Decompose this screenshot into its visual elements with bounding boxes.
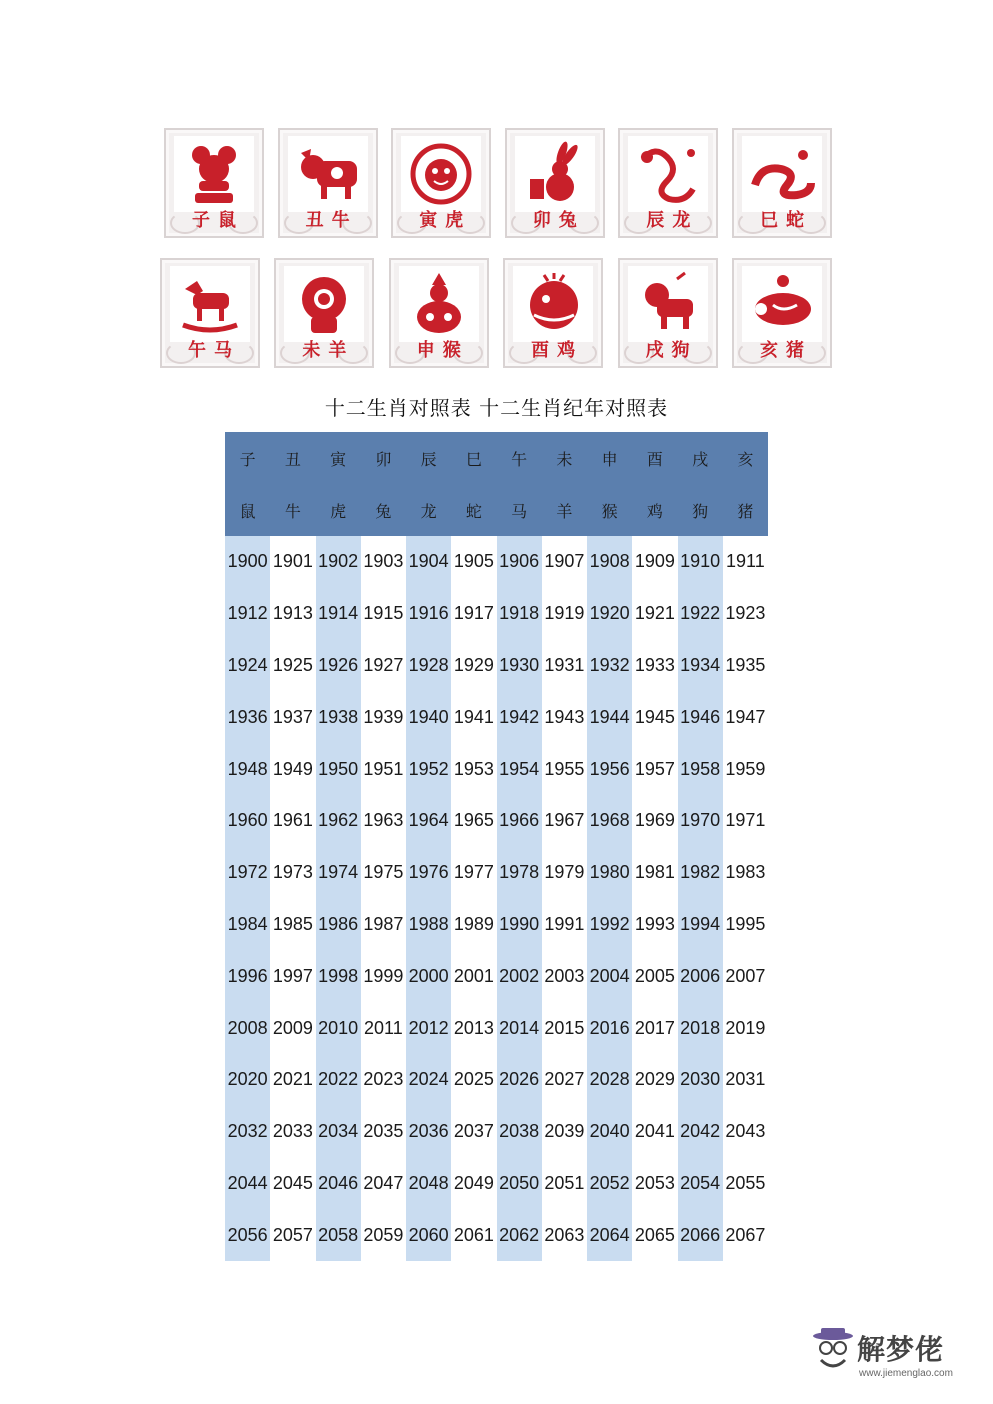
year-cell: 2034 bbox=[316, 1106, 361, 1158]
table-row bbox=[225, 847, 768, 899]
year-cell: 2019 bbox=[723, 1002, 768, 1054]
watermark-text: 解梦佬 bbox=[857, 1333, 945, 1366]
year-cell: 1993 bbox=[632, 899, 677, 951]
year-cell: 2007 bbox=[723, 950, 768, 1002]
year-cell: 1946 bbox=[678, 691, 723, 743]
year-cell: 1968 bbox=[587, 795, 632, 847]
table-header-cell: 蛇 bbox=[451, 484, 496, 536]
year-cell: 1994 bbox=[678, 899, 723, 951]
year-cell: 1989 bbox=[451, 899, 496, 951]
zodiac-card-snake bbox=[732, 128, 832, 238]
year-cell: 2062 bbox=[497, 1209, 542, 1261]
year-cell: 2025 bbox=[451, 1054, 496, 1106]
year-cell: 1980 bbox=[587, 847, 632, 899]
year-cell: 2052 bbox=[587, 1158, 632, 1210]
year-cell: 2016 bbox=[587, 1002, 632, 1054]
pig-icon bbox=[747, 269, 817, 339]
year-cell: 2056 bbox=[225, 1209, 270, 1261]
year-cell: 1992 bbox=[587, 899, 632, 951]
year-cell: 2026 bbox=[497, 1054, 542, 1106]
year-cell: 1966 bbox=[497, 795, 542, 847]
year-cell: 1917 bbox=[451, 588, 496, 640]
table-header-cell: 丑 bbox=[270, 432, 315, 484]
zodiac-card-goat bbox=[274, 258, 374, 368]
year-cell: 1947 bbox=[723, 691, 768, 743]
zodiac-label: 寅虎 bbox=[419, 210, 472, 231]
year-cell: 1958 bbox=[678, 743, 723, 795]
year-cell: 1919 bbox=[542, 588, 587, 640]
year-cell: 1982 bbox=[678, 847, 723, 899]
table-header-cell: 亥 bbox=[723, 432, 768, 484]
year-cell: 2014 bbox=[497, 1002, 542, 1054]
year-cell: 2054 bbox=[678, 1158, 723, 1210]
zodiac-label: 丑牛 bbox=[305, 210, 358, 231]
year-cell: 2013 bbox=[451, 1002, 496, 1054]
table-header-cell: 寅 bbox=[316, 432, 361, 484]
table-row bbox=[225, 795, 768, 847]
year-cell: 1943 bbox=[542, 691, 587, 743]
year-cell: 1976 bbox=[406, 847, 451, 899]
year-cell: 1942 bbox=[497, 691, 542, 743]
year-cell: 1913 bbox=[270, 588, 315, 640]
year-cell: 2040 bbox=[587, 1106, 632, 1158]
year-cell: 1903 bbox=[361, 536, 406, 588]
zodiac-card-tiger bbox=[391, 128, 491, 238]
year-cell: 2028 bbox=[587, 1054, 632, 1106]
horse-icon bbox=[175, 269, 245, 339]
zodiac-row bbox=[160, 258, 832, 368]
table-row bbox=[225, 1158, 768, 1210]
year-cell: 1910 bbox=[678, 536, 723, 588]
table-header-cell: 牛 bbox=[270, 484, 315, 536]
year-cell: 1990 bbox=[497, 899, 542, 951]
table-header-cell: 虎 bbox=[316, 484, 361, 536]
year-cell: 1909 bbox=[632, 536, 677, 588]
year-cell: 2053 bbox=[632, 1158, 677, 1210]
zodiac-card-pig bbox=[732, 258, 832, 368]
year-cell: 2041 bbox=[632, 1106, 677, 1158]
zodiac-label: 酉鸡 bbox=[531, 340, 584, 361]
table-header-cell: 猪 bbox=[723, 484, 768, 536]
year-cell: 2067 bbox=[723, 1209, 768, 1261]
dog-icon bbox=[633, 269, 703, 339]
year-cell: 2001 bbox=[451, 950, 496, 1002]
year-cell: 2020 bbox=[225, 1054, 270, 1106]
year-cell: 2051 bbox=[542, 1158, 587, 1210]
table-header-cell: 羊 bbox=[542, 484, 587, 536]
watermark-url: www.jiemenglao.com bbox=[859, 1368, 953, 1379]
year-cell: 1921 bbox=[632, 588, 677, 640]
year-cell: 2017 bbox=[632, 1002, 677, 1054]
year-cell: 1916 bbox=[406, 588, 451, 640]
year-cell: 1929 bbox=[451, 640, 496, 692]
year-cell: 1940 bbox=[406, 691, 451, 743]
table-row bbox=[225, 1054, 768, 1106]
year-cell: 1975 bbox=[361, 847, 406, 899]
table-row bbox=[225, 691, 768, 743]
table-header-row bbox=[225, 484, 768, 536]
year-cell: 2065 bbox=[632, 1209, 677, 1261]
year-cell: 2027 bbox=[542, 1054, 587, 1106]
year-cell: 1900 bbox=[225, 536, 270, 588]
zodiac-card-rooster bbox=[503, 258, 603, 368]
year-cell: 2029 bbox=[632, 1054, 677, 1106]
table-header-cell: 鸡 bbox=[632, 484, 677, 536]
year-cell: 1956 bbox=[587, 743, 632, 795]
year-cell: 2024 bbox=[406, 1054, 451, 1106]
year-cell: 1986 bbox=[316, 899, 361, 951]
zodiac-card-rabbit bbox=[505, 128, 605, 238]
year-cell: 1923 bbox=[723, 588, 768, 640]
year-cell: 2032 bbox=[225, 1106, 270, 1158]
table-header-cell: 申 bbox=[587, 432, 632, 484]
year-cell: 1932 bbox=[587, 640, 632, 692]
zodiac-label: 未羊 bbox=[302, 340, 355, 361]
year-cell: 2006 bbox=[678, 950, 723, 1002]
year-cell: 1907 bbox=[542, 536, 587, 588]
page-title: 十二生肖对照表 十二生肖纪年对照表 bbox=[324, 396, 669, 420]
zodiac-label: 午马 bbox=[188, 340, 240, 361]
year-cell: 2059 bbox=[361, 1209, 406, 1261]
year-cell: 1977 bbox=[451, 847, 496, 899]
table-row bbox=[225, 1002, 768, 1054]
year-cell: 2005 bbox=[632, 950, 677, 1002]
year-cell: 2064 bbox=[587, 1209, 632, 1261]
year-cell: 2043 bbox=[723, 1106, 768, 1158]
year-cell: 2039 bbox=[542, 1106, 587, 1158]
table-row bbox=[225, 743, 768, 795]
year-cell: 1937 bbox=[270, 691, 315, 743]
zodiac-label: 子鼠 bbox=[192, 210, 244, 231]
zodiac-card-monkey bbox=[389, 258, 489, 368]
year-cell: 2011 bbox=[361, 1002, 406, 1054]
year-cell: 2018 bbox=[678, 1002, 723, 1054]
year-cell: 2000 bbox=[406, 950, 451, 1002]
zodiac-card-horse bbox=[160, 258, 260, 368]
zodiac-grid bbox=[160, 128, 840, 388]
year-cell: 1971 bbox=[723, 795, 768, 847]
year-cell: 1902 bbox=[316, 536, 361, 588]
year-cell: 2057 bbox=[270, 1209, 315, 1261]
tiger-icon bbox=[406, 139, 476, 209]
zodiac-label: 巳蛇 bbox=[759, 210, 812, 231]
table-row bbox=[225, 1106, 768, 1158]
year-cell: 2063 bbox=[542, 1209, 587, 1261]
table-header-cell: 鼠 bbox=[225, 484, 270, 536]
year-cell: 1961 bbox=[270, 795, 315, 847]
year-cell: 2002 bbox=[497, 950, 542, 1002]
year-cell: 1930 bbox=[497, 640, 542, 692]
rooster-icon bbox=[518, 269, 588, 339]
year-cell: 1933 bbox=[632, 640, 677, 692]
year-cell: 1998 bbox=[316, 950, 361, 1002]
year-cell: 2045 bbox=[270, 1158, 315, 1210]
table-row bbox=[225, 950, 768, 1002]
year-cell: 1969 bbox=[632, 795, 677, 847]
zodiac-card-rat bbox=[164, 128, 264, 238]
year-cell: 2055 bbox=[723, 1158, 768, 1210]
year-cell: 1920 bbox=[587, 588, 632, 640]
year-cell: 1997 bbox=[270, 950, 315, 1002]
year-cell: 1914 bbox=[316, 588, 361, 640]
year-cell: 1928 bbox=[406, 640, 451, 692]
table-header-cell: 午 bbox=[497, 432, 542, 484]
year-cell: 1965 bbox=[451, 795, 496, 847]
year-cell: 2060 bbox=[406, 1209, 451, 1261]
year-cell: 1964 bbox=[406, 795, 451, 847]
year-cell: 2009 bbox=[270, 1002, 315, 1054]
year-cell: 2015 bbox=[542, 1002, 587, 1054]
table-header-cell: 酉 bbox=[632, 432, 677, 484]
year-cell: 1926 bbox=[316, 640, 361, 692]
year-cell: 1963 bbox=[361, 795, 406, 847]
year-cell: 2061 bbox=[451, 1209, 496, 1261]
year-cell: 2038 bbox=[497, 1106, 542, 1158]
year-cell: 1922 bbox=[678, 588, 723, 640]
monkey-icon bbox=[404, 269, 474, 339]
table-header-cell: 未 bbox=[542, 432, 587, 484]
zodiac-card-ox bbox=[278, 128, 378, 238]
year-cell: 1935 bbox=[723, 640, 768, 692]
year-cell: 1939 bbox=[361, 691, 406, 743]
table-header-cell: 狗 bbox=[678, 484, 723, 536]
zodiac-label: 戌狗 bbox=[645, 340, 698, 361]
zodiac-label: 申猴 bbox=[416, 340, 469, 361]
year-cell: 2031 bbox=[723, 1054, 768, 1106]
table-row bbox=[225, 588, 768, 640]
table-header-cell: 猴 bbox=[587, 484, 632, 536]
year-cell: 1995 bbox=[723, 899, 768, 951]
goat-icon bbox=[289, 269, 359, 339]
year-cell: 1973 bbox=[270, 847, 315, 899]
table-row bbox=[225, 899, 768, 951]
year-cell: 2048 bbox=[406, 1158, 451, 1210]
year-cell: 1924 bbox=[225, 640, 270, 692]
zodiac-label: 辰龙 bbox=[646, 210, 699, 231]
table-row bbox=[225, 536, 768, 588]
zodiac-card-dragon bbox=[618, 128, 718, 238]
table-row bbox=[225, 1209, 768, 1261]
year-cell: 1915 bbox=[361, 588, 406, 640]
year-cell: 1967 bbox=[542, 795, 587, 847]
ox-icon bbox=[293, 139, 363, 209]
table-header-cell: 马 bbox=[497, 484, 542, 536]
snake-icon bbox=[747, 139, 817, 209]
year-cell: 1938 bbox=[316, 691, 361, 743]
year-cell: 2008 bbox=[225, 1002, 270, 1054]
year-cell: 2047 bbox=[361, 1158, 406, 1210]
year-cell: 1908 bbox=[587, 536, 632, 588]
year-cell: 2050 bbox=[497, 1158, 542, 1210]
year-cell: 2033 bbox=[270, 1106, 315, 1158]
year-cell: 1904 bbox=[406, 536, 451, 588]
year-cell: 1983 bbox=[723, 847, 768, 899]
year-cell: 1934 bbox=[678, 640, 723, 692]
year-cell: 2010 bbox=[316, 1002, 361, 1054]
year-cell: 1945 bbox=[632, 691, 677, 743]
year-cell: 1906 bbox=[497, 536, 542, 588]
year-cell: 1960 bbox=[225, 795, 270, 847]
table-header-cell: 龙 bbox=[406, 484, 451, 536]
year-cell: 2012 bbox=[406, 1002, 451, 1054]
year-cell: 1999 bbox=[361, 950, 406, 1002]
year-cell: 1941 bbox=[451, 691, 496, 743]
year-cell: 1988 bbox=[406, 899, 451, 951]
table-header-cell: 巳 bbox=[451, 432, 496, 484]
year-cell: 2046 bbox=[316, 1158, 361, 1210]
year-cell: 1955 bbox=[542, 743, 587, 795]
table-header-cell: 卯 bbox=[361, 432, 406, 484]
year-cell: 1978 bbox=[497, 847, 542, 899]
year-cell: 1950 bbox=[316, 743, 361, 795]
year-cell: 1953 bbox=[451, 743, 496, 795]
table-header-row bbox=[225, 432, 768, 484]
year-cell: 1927 bbox=[361, 640, 406, 692]
table-row bbox=[225, 640, 768, 692]
year-cell: 1957 bbox=[632, 743, 677, 795]
year-cell: 2037 bbox=[451, 1106, 496, 1158]
year-cell: 1981 bbox=[632, 847, 677, 899]
year-cell: 1970 bbox=[678, 795, 723, 847]
year-cell: 1925 bbox=[270, 640, 315, 692]
year-cell: 1962 bbox=[316, 795, 361, 847]
year-cell: 1952 bbox=[406, 743, 451, 795]
year-cell: 1959 bbox=[723, 743, 768, 795]
year-cell: 2021 bbox=[270, 1054, 315, 1106]
year-cell: 1936 bbox=[225, 691, 270, 743]
year-cell: 1901 bbox=[270, 536, 315, 588]
zodiac-card-dog bbox=[618, 258, 718, 368]
table-header-cell: 子 bbox=[225, 432, 270, 484]
year-cell: 2044 bbox=[225, 1158, 270, 1210]
year-cell: 1979 bbox=[542, 847, 587, 899]
detective-logo-icon bbox=[811, 1326, 855, 1376]
year-cell: 1911 bbox=[723, 536, 768, 588]
year-cell: 2004 bbox=[587, 950, 632, 1002]
year-cell: 1954 bbox=[497, 743, 542, 795]
zodiac-label: 卯兔 bbox=[532, 210, 585, 231]
year-cell: 2049 bbox=[451, 1158, 496, 1210]
zodiac-year-table bbox=[225, 432, 768, 1261]
year-cell: 2003 bbox=[542, 950, 587, 1002]
year-cell: 1972 bbox=[225, 847, 270, 899]
year-cell: 1949 bbox=[270, 743, 315, 795]
year-cell: 2066 bbox=[678, 1209, 723, 1261]
year-cell: 2022 bbox=[316, 1054, 361, 1106]
year-cell: 2042 bbox=[678, 1106, 723, 1158]
year-cell: 2036 bbox=[406, 1106, 451, 1158]
year-cell: 1974 bbox=[316, 847, 361, 899]
year-cell: 2030 bbox=[678, 1054, 723, 1106]
year-cell: 1996 bbox=[225, 950, 270, 1002]
rat-icon bbox=[179, 139, 249, 209]
year-cell: 1985 bbox=[270, 899, 315, 951]
year-cell: 1984 bbox=[225, 899, 270, 951]
zodiac-row bbox=[164, 128, 832, 238]
year-cell: 1918 bbox=[497, 588, 542, 640]
year-cell: 1931 bbox=[542, 640, 587, 692]
year-cell: 2058 bbox=[316, 1209, 361, 1261]
zodiac-label: 亥猪 bbox=[759, 340, 812, 361]
year-cell: 2035 bbox=[361, 1106, 406, 1158]
table-header-cell: 戌 bbox=[678, 432, 723, 484]
table-header-cell: 兔 bbox=[361, 484, 406, 536]
dragon-icon bbox=[633, 139, 703, 209]
year-cell: 1944 bbox=[587, 691, 632, 743]
year-cell: 1905 bbox=[451, 536, 496, 588]
year-cell: 1912 bbox=[225, 588, 270, 640]
site-watermark bbox=[811, 1322, 981, 1392]
year-cell: 1987 bbox=[361, 899, 406, 951]
year-cell: 1951 bbox=[361, 743, 406, 795]
year-cell: 1948 bbox=[225, 743, 270, 795]
year-cell: 1991 bbox=[542, 899, 587, 951]
year-cell: 2023 bbox=[361, 1054, 406, 1106]
rabbit-icon bbox=[520, 139, 590, 209]
table-header-cell: 辰 bbox=[406, 432, 451, 484]
